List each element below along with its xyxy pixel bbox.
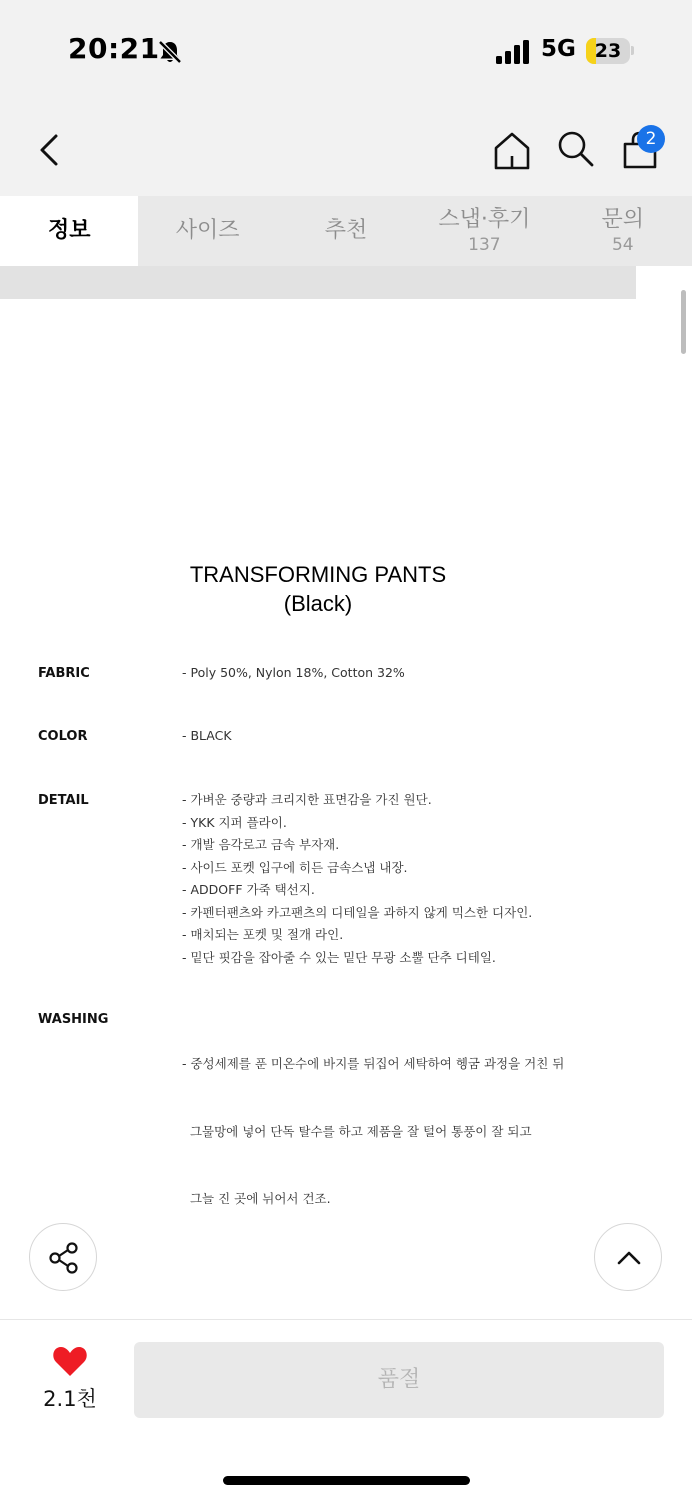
spec-label-detail: DETAIL [38, 793, 89, 808]
product-tabs [0, 196, 692, 266]
spec-line: - 카펜터팬츠와 카고팬츠의 디테일을 과하지 않게 믹스한 디자인. [182, 904, 533, 920]
spec-line: - YKK 지퍼 플라이. [182, 814, 287, 830]
battery-percent: 23 [594, 40, 622, 62]
status-bar [0, 0, 692, 100]
chevron-up-icon [612, 1241, 646, 1275]
spec-line: - BLACK [182, 728, 232, 743]
battery-cap [631, 46, 634, 55]
spec-line: - 밑단 핏감을 잡아줄 수 있는 밑단 무광 소뿔 단추 디테일. [182, 949, 496, 965]
spec-line: - 사이드 포켓 입구에 히든 금속스냅 내장. [182, 859, 408, 875]
tab-label: 스냅·후기 [438, 207, 531, 232]
like-button[interactable] [30, 1345, 110, 1415]
cellular-signal-icon [496, 40, 532, 64]
spec-line: - 가벼운 중량과 크리지한 표면감을 가진 원단. [182, 792, 432, 807]
product-color-subtitle: (Black) [283, 591, 353, 616]
spec-label-color: COLOR [38, 729, 88, 744]
tab-size[interactable] [138, 196, 276, 266]
spec-line: - ADDOFF 가죽 택선지. [182, 882, 315, 897]
spec-line: - 중성세제를 푼 미온수에 바지를 뒤집어 세탁하여 헹굼 과정을 거친 뒤 [182, 1056, 565, 1071]
share-icon [47, 1241, 81, 1275]
scroll-to-top-button[interactable] [594, 1223, 662, 1291]
back-chevron-icon[interactable] [30, 130, 70, 170]
spec-line: 그물망에 넣어 단독 탈수를 하고 제품을 잘 털어 통풍이 잘 되고 [182, 1123, 532, 1139]
tab-label: 사이즈 [175, 218, 240, 243]
spec-line: 그늘 진 곳에 뉘어서 건조. [182, 1191, 331, 1206]
tab-label: 추천 [324, 218, 368, 243]
sold-out-button[interactable]: 품절 [134, 1342, 664, 1418]
tab-label: 문의 [601, 207, 645, 232]
product-title-block [0, 560, 636, 618]
spec-value-detail [182, 789, 532, 969]
spec-value-fabric [182, 662, 405, 685]
network-type: 5G [541, 36, 576, 62]
home-icon[interactable] [490, 128, 534, 172]
tab-info[interactable] [0, 196, 138, 266]
status-time: 20:21 [68, 32, 160, 65]
tab-count: 137 [468, 235, 501, 255]
top-navigation [0, 100, 692, 196]
heart-icon [52, 1345, 88, 1377]
spec-line: - Poly 50%, Nylon 18%, Cotton 32% [182, 665, 405, 680]
tab-count: 54 [611, 235, 634, 255]
battery-icon [586, 38, 630, 64]
spec-label-washing: WASHING [38, 1012, 109, 1027]
product-title: TRANSFORMING PANTS [189, 562, 447, 587]
content-divider [0, 266, 636, 299]
cart-count-badge: 2 [637, 125, 665, 153]
bell-muted-icon [156, 38, 184, 66]
home-indicator [223, 1476, 470, 1485]
spec-value-color [182, 725, 232, 748]
spec-line: - 개발 음각로고 금속 부자재. [182, 837, 340, 852]
tab-label: 정보 [47, 218, 91, 243]
spec-line: - 매치되는 포켓 및 절개 라인. [182, 927, 344, 942]
tab-snap-review[interactable] [415, 196, 553, 266]
like-count: 2.1천 [43, 1387, 97, 1411]
scrollbar[interactable] [681, 290, 686, 354]
spec-label-fabric: FABRIC [38, 666, 90, 681]
search-icon[interactable] [555, 128, 595, 168]
share-button[interactable] [29, 1223, 97, 1291]
tab-inquiry[interactable] [554, 196, 692, 266]
spec-value-washing [182, 1008, 564, 1233]
tab-recommend[interactable] [277, 196, 415, 266]
